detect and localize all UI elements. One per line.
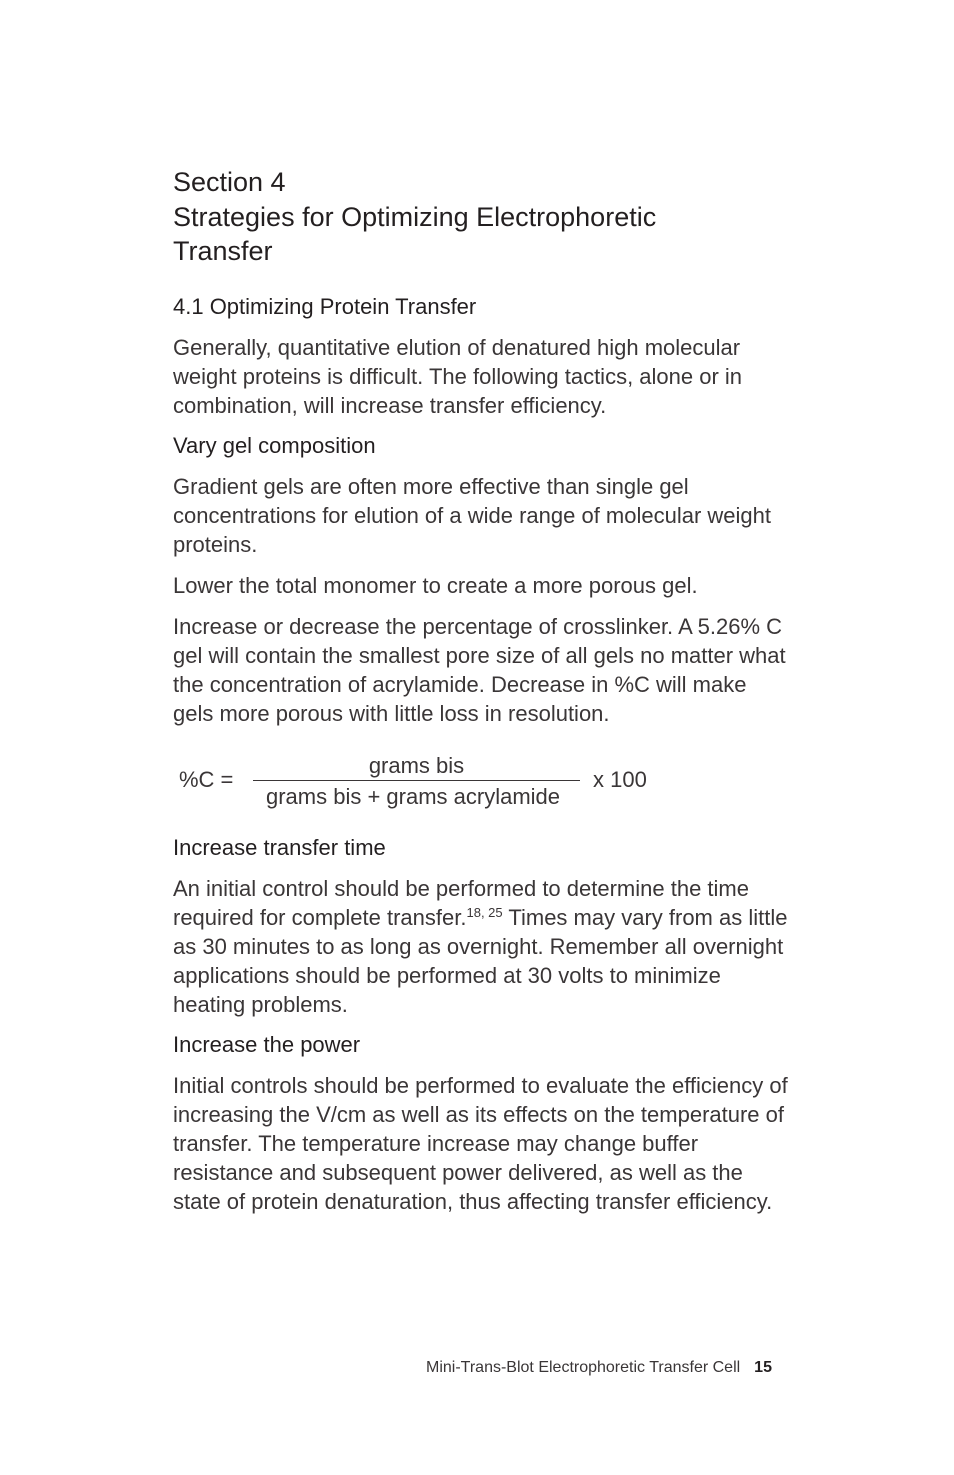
section-title-line2: Transfer <box>173 236 273 266</box>
formula-lhs: %C = <box>179 766 234 792</box>
vary-gel-heading: Vary gel composition <box>173 432 376 458</box>
power-heading: Increase the power <box>173 1031 361 1057</box>
crosslinker-formula <box>173 752 788 820</box>
formula-numerator: grams bis <box>253 753 580 781</box>
page-number: 15 <box>754 1359 772 1376</box>
transfer-time-heading: Increase transfer time <box>173 834 386 860</box>
vary-gel-paragraph-3: Increase or decrease the percentage of crosslinker. A 5.26% C gel will contain the smallest pore size of all gels no matter what the concentration of acrylamide. Decrease in %C will make gels more porous with little loss in resolution. <box>173 613 786 726</box>
page-footer <box>426 1359 772 1377</box>
vary-gel-paragraph-1: Gradient gels are often more effective than single gel concentrations for elution of a wide range of molecular weight proteins. <box>173 473 772 557</box>
formula-denominator: grams bis + grams acrylamide <box>265 783 561 809</box>
intro-paragraph: Generally, quantitative elution of denatured high molecular weight proteins is difficult. The following tactics, alone or in combination, will increase transfer efficiency. <box>173 334 743 418</box>
formula-multiplier: x 100 <box>593 766 647 792</box>
transfer-time-text-before: An initial control should be performed to determine the time required for complete transfer. <box>173 875 749 930</box>
section-label: Section 4 <box>173 167 286 197</box>
footer-title: Mini-Trans-Blot Electrophoretic Transfer Cell <box>426 1359 741 1376</box>
section-title <box>173 165 788 269</box>
power-paragraph: Initial controls should be performed to evaluate the efficiency of increasing the V/cm as well as its effects on the temperature of transfer. The temperature increase may change buffer resistance and subsequent power delivered, as well as the state of protein denaturation, thus affecting transfer efficiency. <box>173 1072 788 1214</box>
page-body <box>173 165 788 1216</box>
section-title-line1: Strategies for Optimizing Electrophoretic <box>173 201 657 232</box>
subsection-heading: 4.1 Optimizing Protein Transfer <box>173 293 477 319</box>
transfer-time-text-after: Times may vary from as little as 30 minutes to as long as overnight. Remember all overnight applications should be performed at 30 volts to minimize heating problems. <box>173 904 788 1017</box>
vary-gel-paragraph-2: Lower the total monomer to create a more porous gel. <box>173 572 698 598</box>
reference-superscript: 18, 25 <box>466 904 503 920</box>
transfer-time-paragraph <box>173 874 788 1019</box>
